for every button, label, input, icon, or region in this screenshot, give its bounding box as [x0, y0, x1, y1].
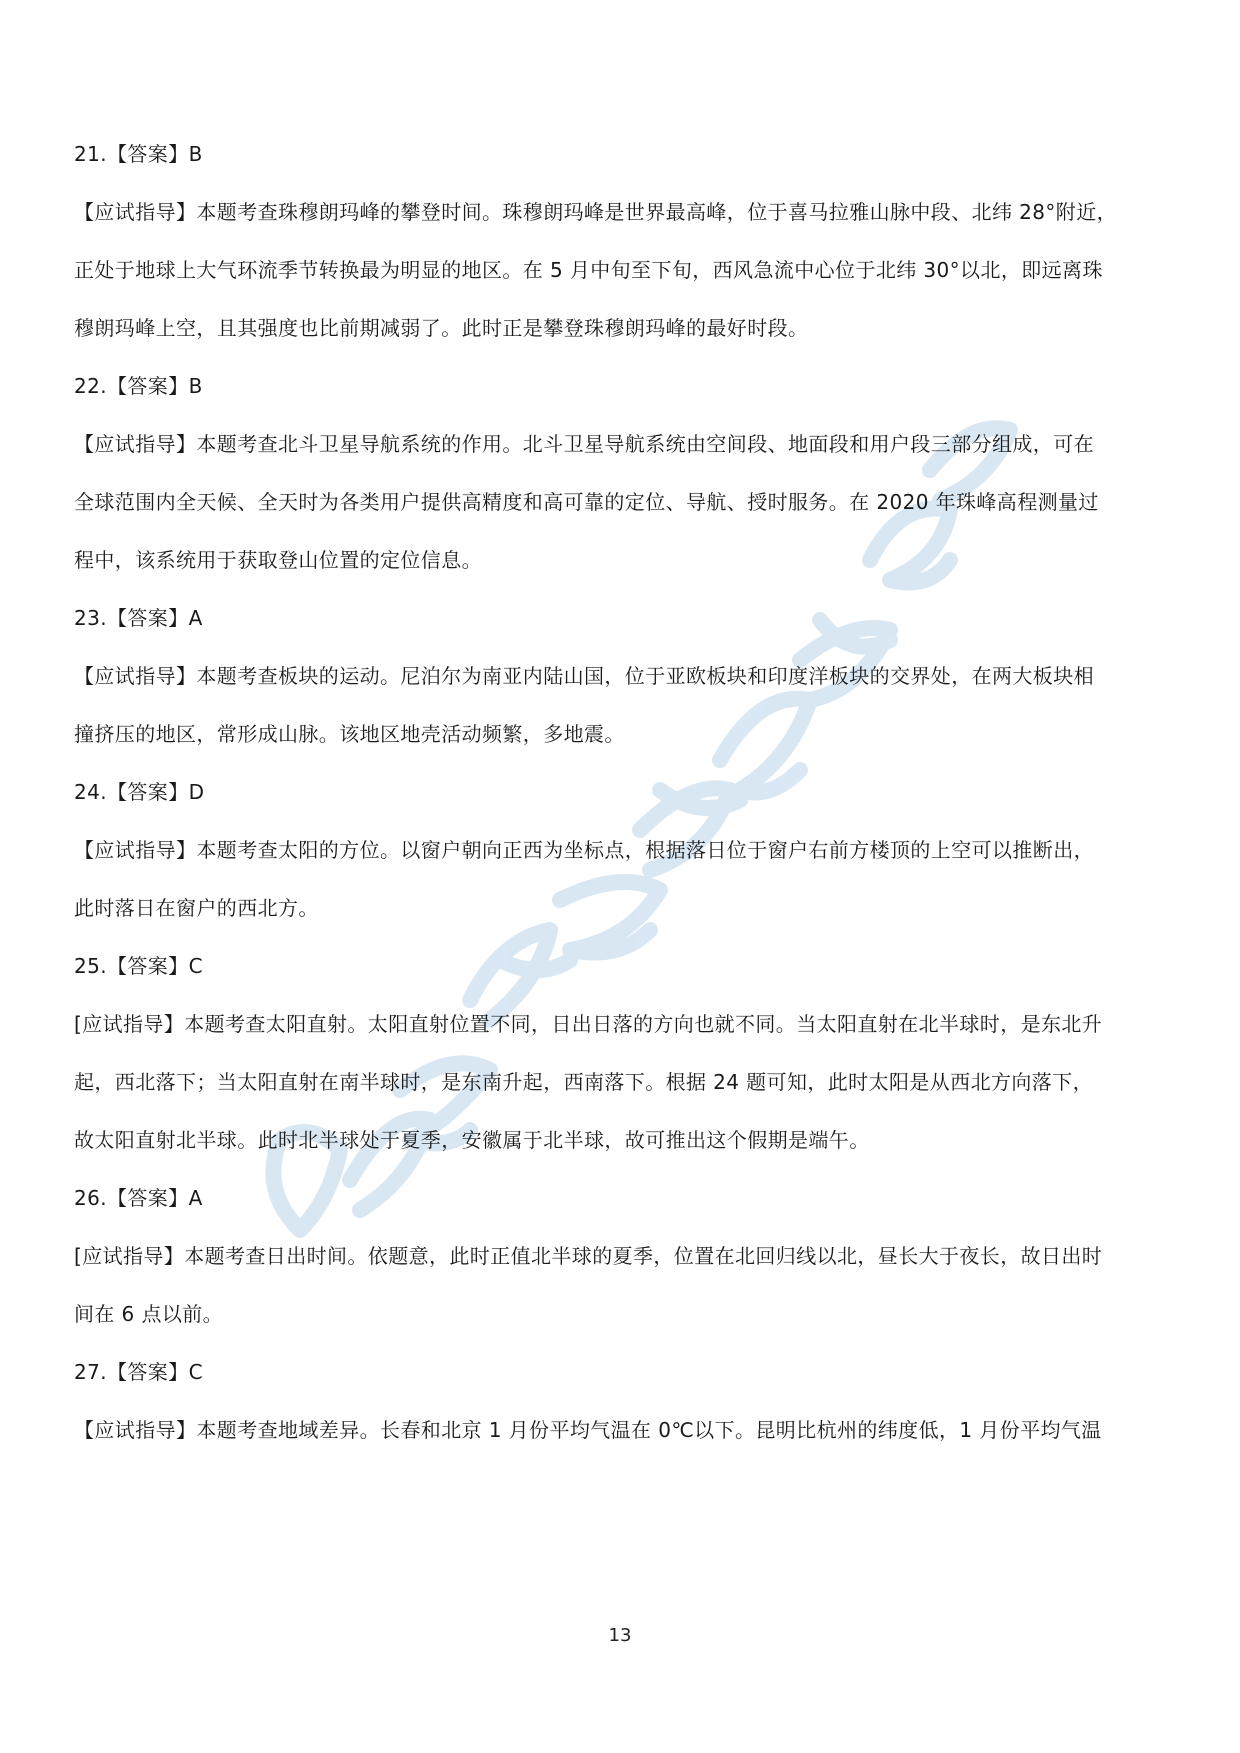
- answer-27-heading: 27.【答案】C: [74, 1360, 203, 1384]
- answer-21-heading: 21.【答案】B: [74, 142, 203, 166]
- guide-22-line-2: 全球范围内全天候、全天时为各类用户提供高精度和高可靠的定位、导航、授时服务。在 2020 年珠峰高程测量过: [74, 490, 1099, 514]
- page-number: 13: [608, 1625, 632, 1646]
- guide-25-line-1: [应试指导】本题考查太阳直射。太阳直射位置不同，日出日落的方向也就不同。当太阳直射在北半球时，是东北升: [74, 1012, 1103, 1036]
- guide-26-line-2: 间在 6 点以前。: [74, 1302, 224, 1326]
- guide-25-line-3: 故太阳直射北半球。此时北半球处于夏季，安徽属于北半球，故可推出这个假期是端午。: [74, 1128, 870, 1152]
- answer-25-heading: 25.【答案】C: [74, 954, 203, 978]
- guide-21-line-2: 正处于地球上大气环流季节转换最为明显的地区。在 5 月中旬至下旬，西风急流中心位于北纬 30°以北，即远离珠: [74, 258, 1103, 282]
- guide-22-line-1: 【应试指导】本题考查北斗卫星导航系统的作用。北斗卫星导航系统由空间段、地面段和用户段三部分组成，可在: [74, 432, 1094, 456]
- answer-26-heading: 26.【答案】A: [74, 1186, 203, 1210]
- answer-23-heading: 23.【答案】A: [74, 606, 203, 630]
- guide-21-line-1: 【应试指导】本题考查珠穆朗玛峰的攀登时间。珠穆朗玛峰是世界最高峰，位于喜马拉雅山脉中段、北纬 28°附近，: [74, 200, 1118, 224]
- answer-24-heading: 24.【答案】D: [74, 780, 205, 804]
- guide-22-line-3: 程中，该系统用于获取登山位置的定位信息。: [74, 548, 482, 572]
- answer-22-heading: 22.【答案】B: [74, 374, 203, 398]
- guide-24-line-2: 此时落日在窗户的西北方。: [74, 896, 319, 920]
- guide-23-line-1: 【应试指导】本题考查板块的运动。尼泊尔为南亚内陆山国，位于亚欧板块和印度洋板块的交界处，在两大板块相: [74, 664, 1094, 688]
- guide-25-line-2: 起，西北落下；当太阳直射在南半球时，是东南升起，西南落下。根据 24 题可知，此时太阳是从西北方向落下，: [74, 1070, 1093, 1094]
- guide-21-line-3: 穆朗玛峰上空，且其强度也比前期减弱了。此时正是攀登珠穆朗玛峰的最好时段。: [74, 316, 809, 340]
- guide-24-line-1: 【应试指导】本题考查太阳的方位。以窗户朝向正西为坐标点，根据落日位于窗户右前方楼顶的上空可以推断出，: [74, 838, 1094, 862]
- guide-27-line-1: 【应试指导】本题考查地域差异。长春和北京 1 月份平均气温在 0℃以下。昆明比杭州的纬度低，1 月份平均气温: [74, 1418, 1102, 1442]
- guide-26-line-1: [应试指导】本题考查日出时间。依题意，此时正值北半球的夏季，位置在北回归线以北，昼长大于夜长，故日出时: [74, 1244, 1103, 1268]
- guide-23-line-2: 撞挤压的地区，常形成山脉。该地区地壳活动频繁，多地震。: [74, 722, 625, 746]
